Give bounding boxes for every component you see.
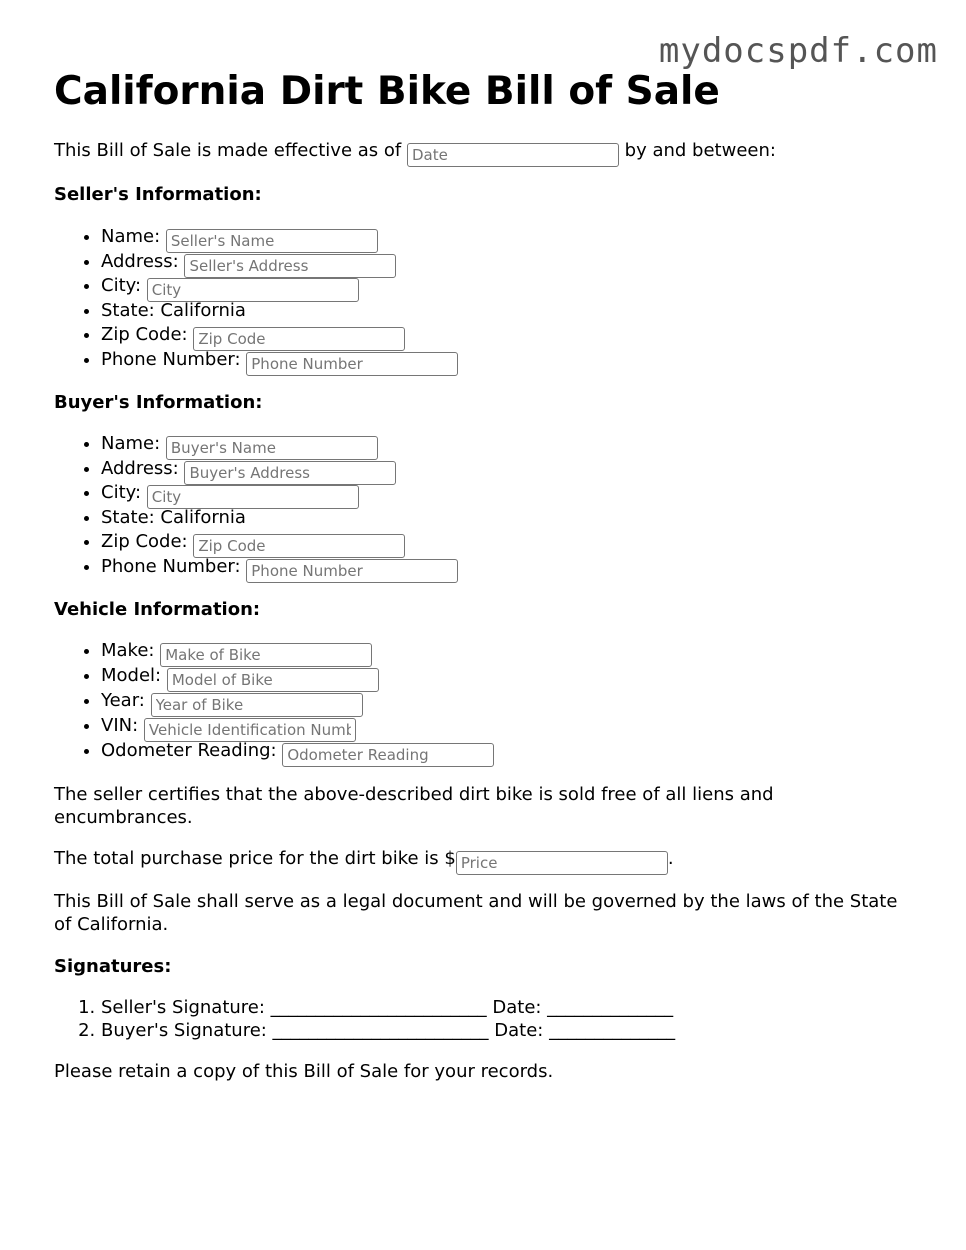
vehicle-year-item <box>101 690 494 715</box>
vehicle-vin-input[interactable] <box>144 718 356 742</box>
vehicle-odometer-label: Odometer Reading: <box>101 740 283 761</box>
intro-prefix: This Bill of Sale is made effective as of <box>54 140 407 161</box>
effective-date-input[interactable] <box>407 143 619 167</box>
seller-address-label: Address: <box>101 250 185 272</box>
buyer-address-label: Address: <box>101 457 185 479</box>
intro-line <box>54 140 776 167</box>
seller-name-input[interactable] <box>166 229 378 253</box>
vehicle-odometer-input[interactable] <box>282 743 494 767</box>
seller-phone-label: Phone Number: <box>101 348 247 370</box>
buyer-city-label: City: <box>101 482 147 503</box>
intro-suffix: by and between: <box>618 140 776 161</box>
vehicle-year-label: Year: <box>101 690 151 711</box>
buyer-list <box>54 433 458 580</box>
price-line <box>54 848 914 875</box>
price-prefix: The total purchase price for the dirt bike is $ <box>54 848 456 869</box>
buyer-zip-label: Zip Code: <box>101 531 194 552</box>
seller-phone-input[interactable] <box>246 352 458 376</box>
buyer-signature-line: 2. Buyer's Signature: ________________________ Date: ______________ <box>101 1020 675 1043</box>
seller-list <box>54 226 458 373</box>
vehicle-odometer-item <box>101 740 494 765</box>
buyer-address-input[interactable] <box>184 461 396 485</box>
buyer-state-item: • State: California <box>101 507 458 532</box>
page-title: California Dirt Bike Bill of Sale <box>54 69 720 114</box>
certify-paragraph: The seller certifies that the above-described dirt bike is sold free of all liens and encumbrances. <box>54 784 774 828</box>
vehicle-year-input[interactable] <box>151 693 363 717</box>
vehicle-make-item <box>101 640 494 665</box>
buyer-zip-input[interactable] <box>193 534 405 558</box>
closing-paragraph: Please retain a copy of this Bill of Sale for your records. <box>54 1061 554 1082</box>
buyer-name-input[interactable] <box>166 436 378 460</box>
buyer-name-item <box>101 433 458 458</box>
buyer-city-input[interactable] <box>147 485 359 509</box>
seller-phone-item <box>101 349 458 374</box>
buyer-phone-item <box>101 556 458 581</box>
vehicle-vin-item <box>101 715 494 740</box>
buyer-city-item <box>101 482 458 507</box>
buyer-address-item <box>101 458 458 483</box>
buyer-heading: Buyer's Information: <box>54 392 263 413</box>
vehicle-make-label: Make: <box>101 640 161 661</box>
vehicle-vin-label: VIN: <box>101 715 144 736</box>
buyer-name-label: Name: <box>101 433 166 454</box>
vehicle-model-label: Model: <box>101 665 167 686</box>
seller-state-item: • State: California <box>101 300 458 325</box>
signatures-heading: Signatures: <box>54 956 172 977</box>
seller-zip-label: Zip Code: <box>101 324 194 345</box>
vehicle-list <box>54 640 494 765</box>
legal-paragraph: This Bill of Sale shall serve as a legal document and will be governed by the laws of the State of California. <box>54 891 898 935</box>
seller-zip-item <box>101 324 458 349</box>
price-suffix: . <box>667 848 674 869</box>
signatures-list <box>54 997 675 1043</box>
seller-signature-line: 1. Seller's Signature: ________________________ Date: ______________ <box>101 997 675 1020</box>
vehicle-model-item <box>101 665 494 690</box>
vehicle-make-input[interactable] <box>160 643 372 667</box>
seller-zip-input[interactable] <box>193 327 405 351</box>
seller-name-label: Name: <box>101 226 166 247</box>
seller-heading: Seller's Information: <box>54 184 262 205</box>
vehicle-heading: Vehicle Information: <box>54 599 261 620</box>
buyer-phone-label: Phone Number: <box>101 555 247 577</box>
seller-address-input[interactable] <box>184 254 396 278</box>
buyer-phone-input[interactable] <box>246 559 458 583</box>
buyer-zip-item <box>101 531 458 556</box>
seller-city-item <box>101 275 458 300</box>
seller-name-item <box>101 226 458 251</box>
seller-city-label: City: <box>101 275 147 296</box>
seller-address-item <box>101 251 458 276</box>
price-input[interactable] <box>456 851 668 875</box>
watermark: mydocspdf.com <box>658 31 938 71</box>
seller-city-input[interactable] <box>147 278 359 302</box>
vehicle-model-input[interactable] <box>167 668 379 692</box>
